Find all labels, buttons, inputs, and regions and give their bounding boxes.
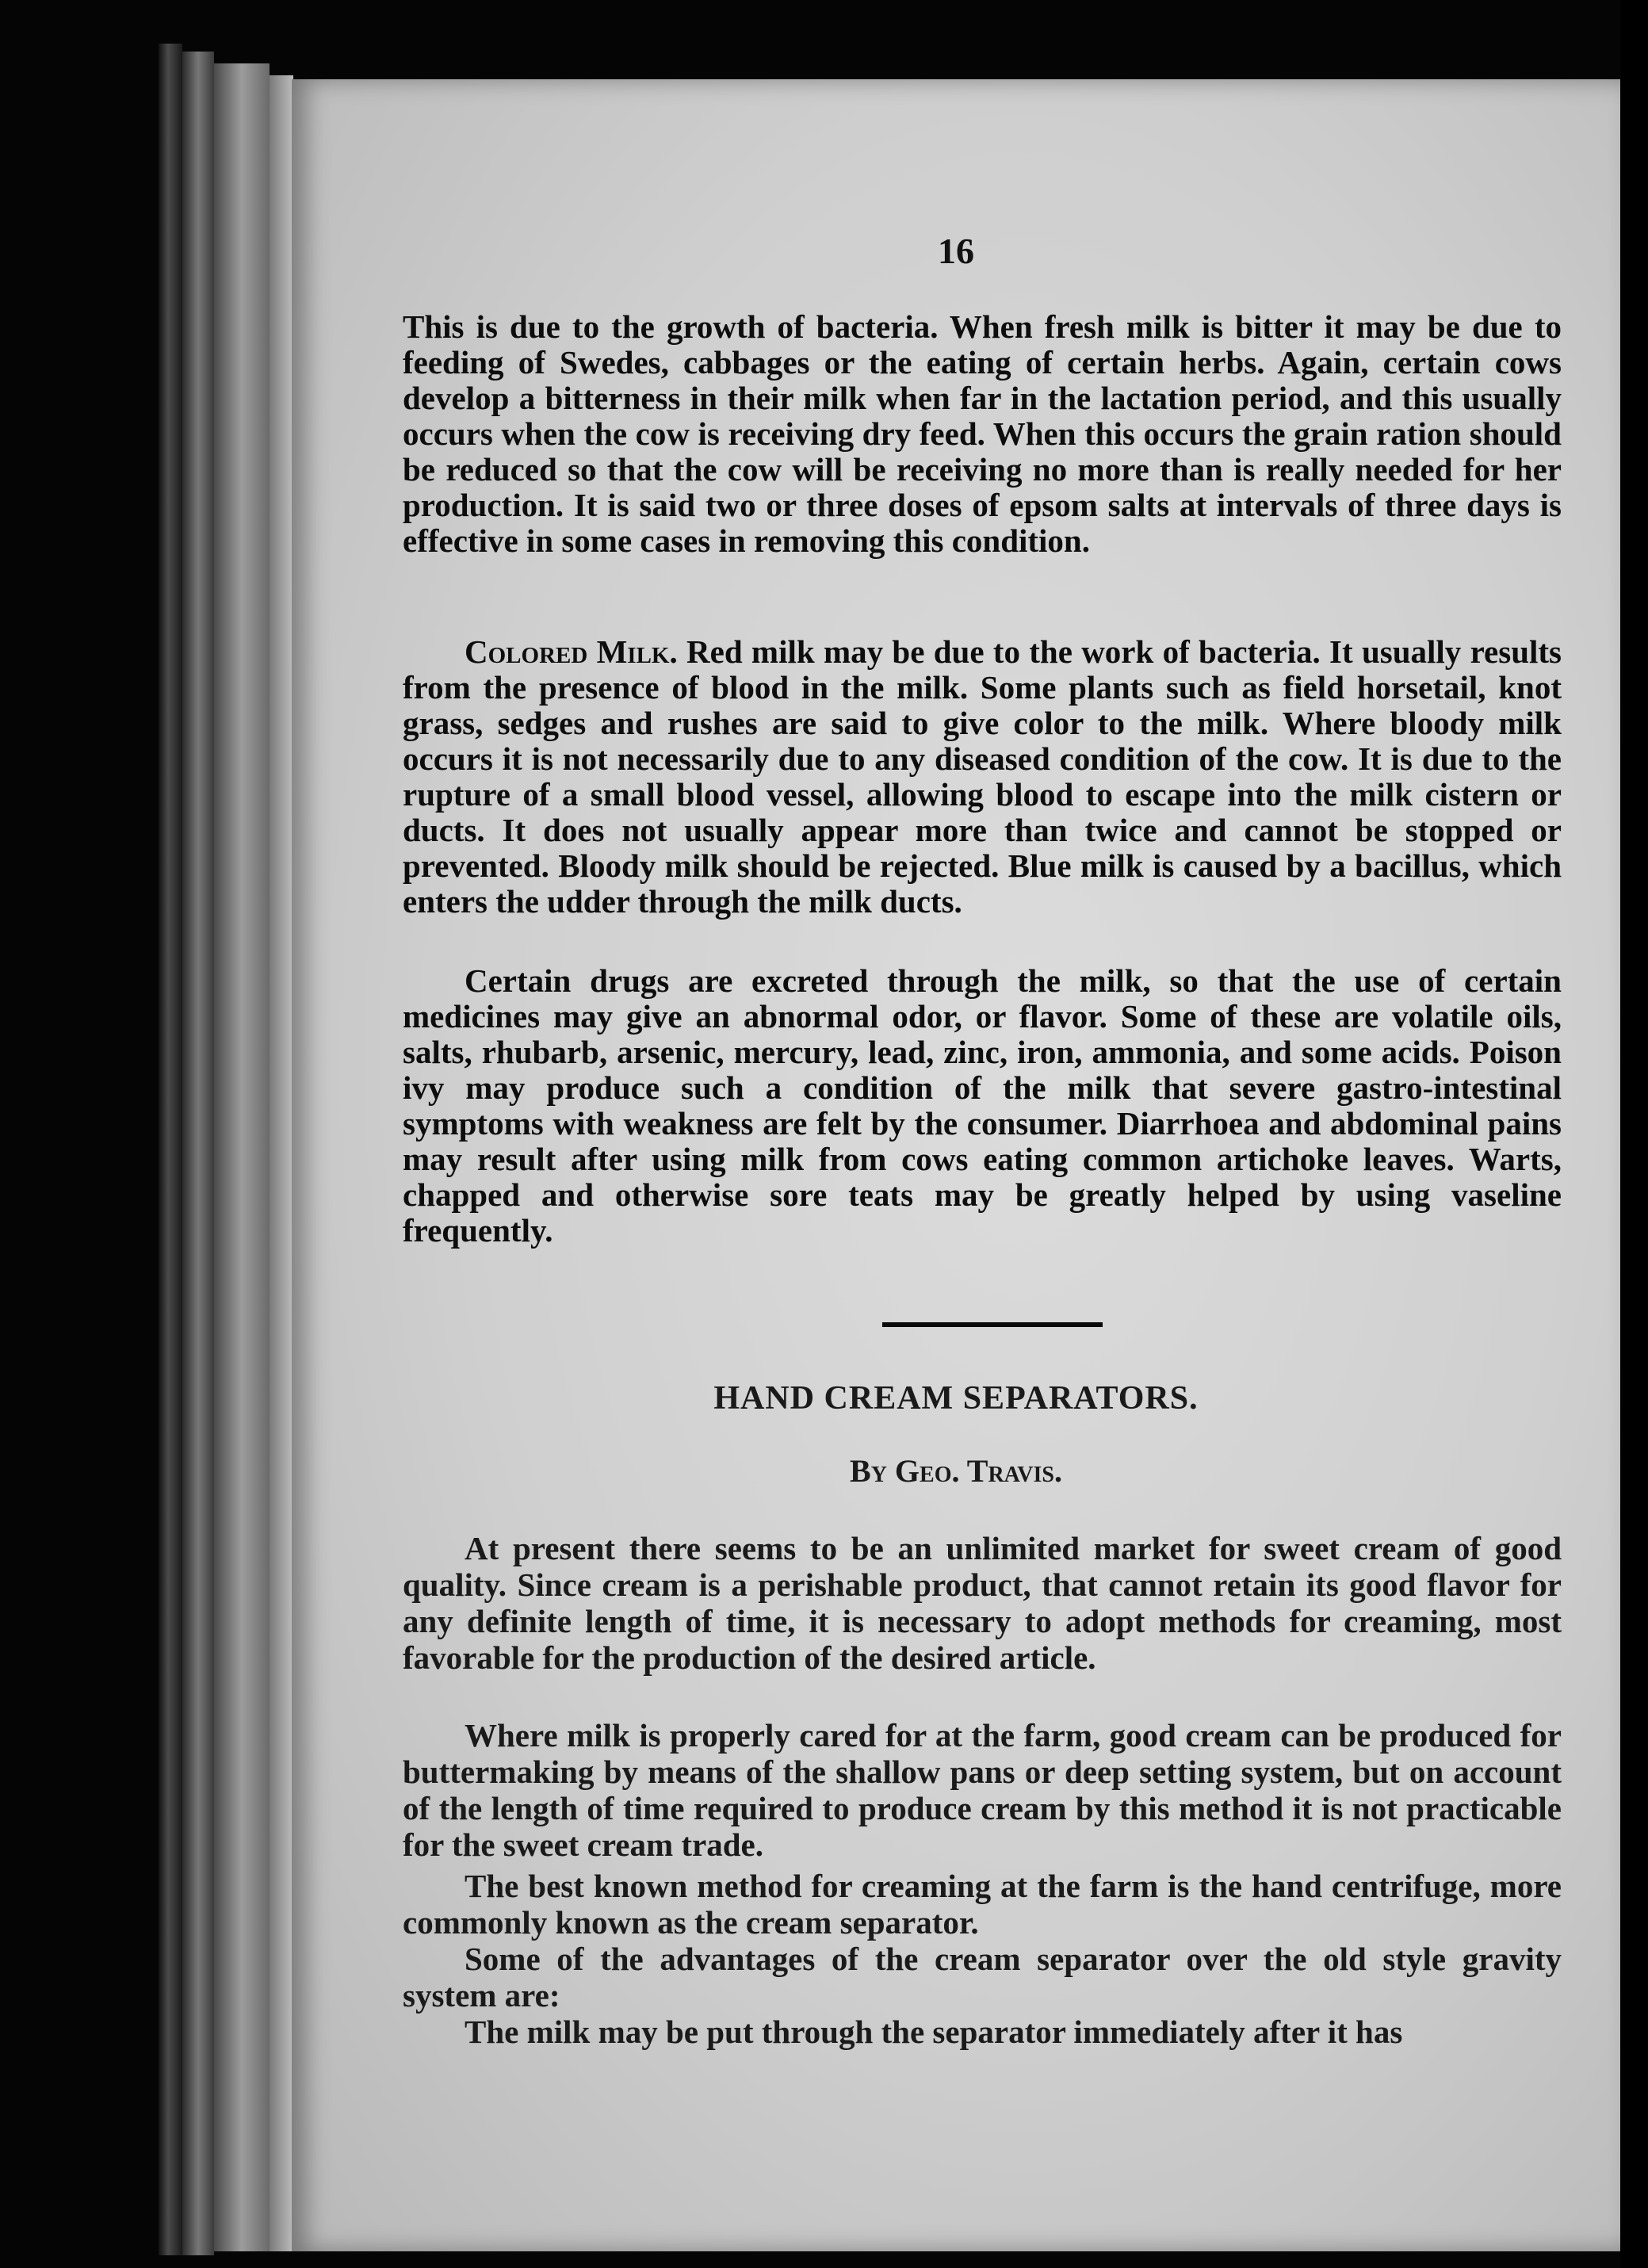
book-edge-strip bbox=[214, 63, 270, 2251]
paragraph-colored-milk-text: Red milk may be due to the work of bacteria. It usually results from the presence of blood in the milk. Some plants such as field horsetail, knot grass, sedges and rushes are said to give color to the milk. Where bloody milk occurs it is not necessarily due to any diseased condition of the cow. It is due to the rupture of a small blood vessel, allowing blood to escape into the milk cistern or ducts. It does not usually appear more than twice and cannot be stopped or prevented. Bloody milk should be rejected. Blue milk is caused by a bacillus, which enters the udder through the milk ducts. bbox=[403, 633, 1562, 920]
paragraph-bitter-milk: This is due to the growth of bacteria. When fresh milk is bitter it may be due to feeding of Swedes, cabbages or the eating of certain herbs. Again, certain cows develop a bitterness in their milk when far in the lactation period, and this usually occurs when the cow is receiving dry feed. When this occurs the grain ration should be reduced so that the cow will be receiving no more than is really needed for her production. It is said two or three doses of epsom salts at intervals of three days is effective in some cases in removing this condition. bbox=[403, 308, 1562, 559]
book-edge-strip bbox=[182, 52, 214, 2255]
book-edge-strip bbox=[270, 75, 293, 2251]
author-byline: By Geo. Travis. bbox=[850, 1453, 1062, 1489]
paragraph-advantages: Some of the advantages of the cream separator over the old style gravity system are: bbox=[403, 1941, 1562, 2014]
paragraph-gravity: Where milk is properly cared for at the farm, good cream can be produced for buttermaking by means of the shallow pans or deep setting system, but on account of the length of time required to produce cream by this method it is not practicable for the sweet cream trade. bbox=[403, 1717, 1562, 1863]
paragraph-market: At present there seems to be an unlimited market for sweet cream of good quality. Since cream is a perishable product, that cannot retain its good flavor for any definite length of time, it is necessary to adopt methods for creaming, most favorable for the production of the desired article. bbox=[403, 1530, 1562, 1676]
run-in-heading: Colored Milk. bbox=[465, 633, 678, 670]
paragraph-colored-milk bbox=[403, 634, 1562, 920]
section-divider bbox=[882, 1322, 1103, 1327]
paragraph-drugs: Certain drugs are excreted through the milk, so that the use of certain medicines may give an abnormal odor, or flavor. Some of these are volatile oils, salts, rhubarb, arsenic, mercury, lead, zinc, iron, ammonia, and some acids. Poison ivy may produce such a condition of the milk that severe gastro-intestinal symptoms with weakness are felt by the consumer. Diarrhoea and abdominal pains may result after using milk from cows eating common artichoke leaves. Warts, chapped and otherwise sore teats may be greatly helped by using vaseline frequently. bbox=[403, 962, 1562, 1249]
book-edge-strip bbox=[159, 44, 182, 2255]
paragraph-separator: The milk may be put through the separator immediately after it has bbox=[465, 2014, 1403, 2050]
section-title: HAND CREAM SEPARATORS. bbox=[713, 1380, 1199, 1417]
page-number: 16 bbox=[938, 231, 974, 271]
book-page bbox=[292, 79, 1620, 2251]
paragraph-centrifuge: The best known method for creaming at the farm is the hand centrifuge, more commonly known as the cream separator. bbox=[403, 1868, 1562, 1941]
scan-border bbox=[1620, 0, 1648, 2268]
